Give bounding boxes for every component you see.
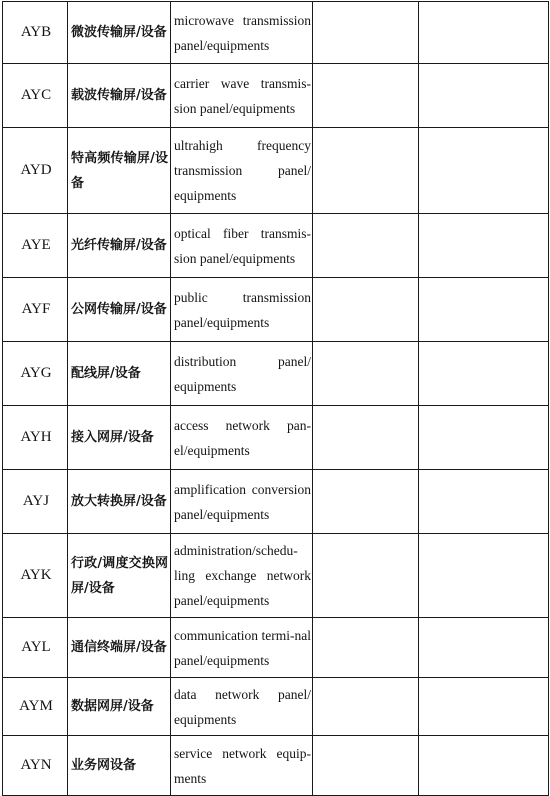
table-row bbox=[3, 128, 549, 214]
table-row bbox=[3, 678, 549, 736]
chinese-term-cell: 行政/调度交换网屏/设备 bbox=[68, 534, 171, 618]
empty-cell bbox=[313, 214, 419, 278]
empty-cell bbox=[419, 2, 549, 64]
empty-cell bbox=[419, 128, 549, 214]
table-row bbox=[3, 406, 549, 470]
code-cell: AYL bbox=[3, 618, 68, 678]
english-term-cell: distribution panel/ equipments bbox=[171, 342, 313, 406]
empty-cell bbox=[313, 342, 419, 406]
english-term-cell: amplification conversion panel/equipments bbox=[171, 470, 313, 534]
table-row bbox=[3, 618, 549, 678]
english-term-cell: public transmission panel/equipments bbox=[171, 278, 313, 342]
empty-cell bbox=[313, 534, 419, 618]
chinese-term-cell: 通信终端屏/设备 bbox=[68, 618, 171, 678]
empty-cell bbox=[419, 342, 549, 406]
code-cell: AYB bbox=[3, 2, 68, 64]
table-row bbox=[3, 214, 549, 278]
code-cell: AYM bbox=[3, 678, 68, 736]
chinese-term-cell: 光纤传输屏/设备 bbox=[68, 214, 171, 278]
english-term-cell: ultrahigh frequency transmission panel/ equipments bbox=[171, 128, 313, 214]
chinese-term-cell: 微波传输屏/设备 bbox=[68, 2, 171, 64]
empty-cell bbox=[313, 128, 419, 214]
code-cell: AYE bbox=[3, 214, 68, 278]
table-row bbox=[3, 736, 549, 796]
empty-cell bbox=[313, 470, 419, 534]
chinese-term-cell: 载波传输屏/设备 bbox=[68, 64, 171, 128]
empty-cell bbox=[419, 678, 549, 736]
chinese-term-cell: 数据网屏/设备 bbox=[68, 678, 171, 736]
empty-cell bbox=[313, 618, 419, 678]
chinese-term-cell: 特高频传输屏/设备 bbox=[68, 128, 171, 214]
table-row bbox=[3, 64, 549, 128]
english-term-cell: data network panel/ equipments bbox=[171, 678, 313, 736]
empty-cell bbox=[313, 2, 419, 64]
code-cell: AYJ bbox=[3, 470, 68, 534]
table-row bbox=[3, 534, 549, 618]
empty-cell bbox=[313, 736, 419, 796]
chinese-term-cell: 放大转换屏/设备 bbox=[68, 470, 171, 534]
table-row bbox=[3, 470, 549, 534]
empty-cell bbox=[313, 406, 419, 470]
english-term-cell: access network pan-el/equipments bbox=[171, 406, 313, 470]
code-cell: AYC bbox=[3, 64, 68, 128]
chinese-term-cell: 公网传输屏/设备 bbox=[68, 278, 171, 342]
code-cell: AYF bbox=[3, 278, 68, 342]
empty-cell bbox=[419, 278, 549, 342]
empty-cell bbox=[419, 736, 549, 796]
code-cell: AYN bbox=[3, 736, 68, 796]
table-row bbox=[3, 278, 549, 342]
english-term-cell: communication termi-nal panel/equipments bbox=[171, 618, 313, 678]
table-row bbox=[3, 2, 549, 64]
chinese-term-cell: 接入网屏/设备 bbox=[68, 406, 171, 470]
english-term-cell: service network equip-ments bbox=[171, 736, 313, 796]
english-term-cell: carrier wave transmis-sion panel/equipments bbox=[171, 64, 313, 128]
code-cell: AYK bbox=[3, 534, 68, 618]
empty-cell bbox=[313, 64, 419, 128]
chinese-term-cell: 配线屏/设备 bbox=[68, 342, 171, 406]
code-cell: AYD bbox=[3, 128, 68, 214]
empty-cell bbox=[419, 64, 549, 128]
code-cell: AYH bbox=[3, 406, 68, 470]
empty-cell bbox=[313, 678, 419, 736]
empty-cell bbox=[419, 470, 549, 534]
empty-cell bbox=[313, 278, 419, 342]
document-table bbox=[2, 1, 549, 796]
empty-cell bbox=[419, 406, 549, 470]
english-term-cell: optical fiber transmis-sion panel/equipments bbox=[171, 214, 313, 278]
english-term-cell: microwave transmission panel/equipments bbox=[171, 2, 313, 64]
english-term-cell: administration/schedu-ling exchange network panel/equipments bbox=[171, 534, 313, 618]
chinese-term-cell: 业务网设备 bbox=[68, 736, 171, 796]
empty-cell bbox=[419, 618, 549, 678]
empty-cell bbox=[419, 214, 549, 278]
table-row bbox=[3, 342, 549, 406]
code-cell: AYG bbox=[3, 342, 68, 406]
empty-cell bbox=[419, 534, 549, 618]
